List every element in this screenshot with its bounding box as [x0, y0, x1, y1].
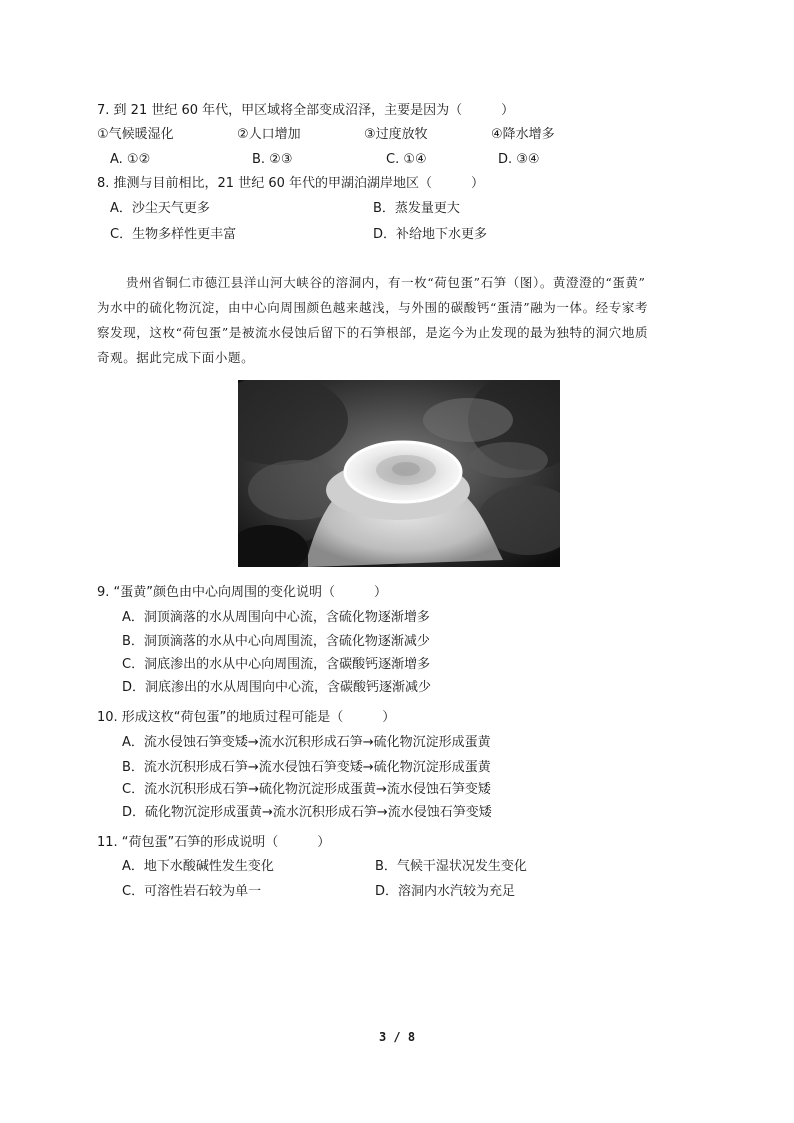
q10-stem: 10. 形成这枚“荷包蛋”的地质过程可能是（ ）: [97, 710, 396, 725]
passage-line-4: 奇观。据此完成下面小题。: [97, 350, 255, 365]
q9-option-c: C．洞底渗出的水从中心向周围流，含碳酸钙逐渐增多: [122, 657, 431, 672]
page-number: 3 / 8: [378, 1030, 416, 1044]
q10-option-b: B．流水沉积形成石笋→流水侵蚀石笋变矮→硫化物沉淀形成蛋黄: [122, 760, 491, 775]
passage-line-3: 察发现，这枚“荷包蛋”是被流水侵蚀后留下的石笋根部，是迄今为止发现的最为独特的洞穴地质: [97, 325, 649, 340]
q7-option-b: B. ②③: [252, 152, 293, 167]
q11-stem: 11. “荷包蛋”石笋的形成说明（ ）: [97, 835, 331, 850]
q7-statement-2: ②人口增加: [237, 127, 301, 142]
q7-statement-1: ①气候暖湿化: [97, 127, 174, 142]
q7-option-d: D. ③④: [498, 152, 540, 167]
stalagmite-photo: [238, 380, 560, 567]
q11-option-a: A．地下水酸碱性发生变化: [122, 859, 274, 874]
q9-option-d: D．洞底渗出的水从周围向中心流，含碳酸钙逐渐减少: [122, 680, 432, 695]
q7-statement-4: ④降水增多: [491, 127, 555, 142]
q8-option-d: D．补给地下水更多: [373, 227, 488, 242]
q10-option-c: C．流水沉积形成石笋→硫化物沉淀形成蛋黄→流水侵蚀石笋变矮: [122, 782, 491, 797]
passage-line-2: 为水中的硫化物沉淀，由中心向周围颜色越来越浅，与外围的碳酸钙“蛋清”融为一体。经专家考: [97, 300, 649, 315]
q7-option-a: A. ①②: [110, 152, 151, 167]
q10-option-d: D．硫化物沉淀形成蛋黄→流水沉积形成石笋→流水侵蚀石笋变矮: [122, 805, 492, 820]
q11-option-c: C．可溶性岩石较为单一: [122, 884, 262, 899]
q10-option-a: A．流水侵蚀石笋变矮→流水沉积形成石笋→硫化物沉淀形成蛋黄: [122, 735, 491, 750]
q9-option-a: A．洞顶滴落的水从周围向中心流，含硫化物逐渐增多: [122, 610, 430, 625]
q8-option-b: B．蒸发量更大: [373, 201, 460, 216]
q11-option-d: D．溶洞内水汽较为充足: [375, 884, 516, 899]
passage-line-1: 贵州省铜仁市德江县洋山河大峡谷的溶洞内，有一枚“荷包蛋”石笋（图）。黄澄澄的“蛋黄”: [126, 275, 646, 290]
q7-statement-3: ③过度放牧: [364, 127, 428, 142]
q7-option-c: C. ①④: [386, 152, 427, 167]
q8-stem: 8. 推测与目前相比，21 世纪 60 年代的甲湖泊湖岸地区（ ）: [97, 176, 485, 191]
stalagmite-photo-graphic: [238, 380, 560, 567]
q9-option-b: B．洞顶滴落的水从中心向周围流，含硫化物逐渐减少: [122, 634, 430, 649]
q11-option-b: B．气候干湿状况发生变化: [375, 859, 527, 874]
q8-option-a: A．沙尘天气更多: [110, 201, 210, 216]
q7-stem: 7. 到 21 世纪 60 年代，甲区域将全部变成沼泽，主要是因为（ ）: [97, 103, 515, 118]
q8-option-c: C．生物多样性更丰富: [110, 227, 237, 242]
q9-stem: 9. “蛋黄”颜色由中心向周围的变化说明（ ）: [97, 585, 388, 600]
